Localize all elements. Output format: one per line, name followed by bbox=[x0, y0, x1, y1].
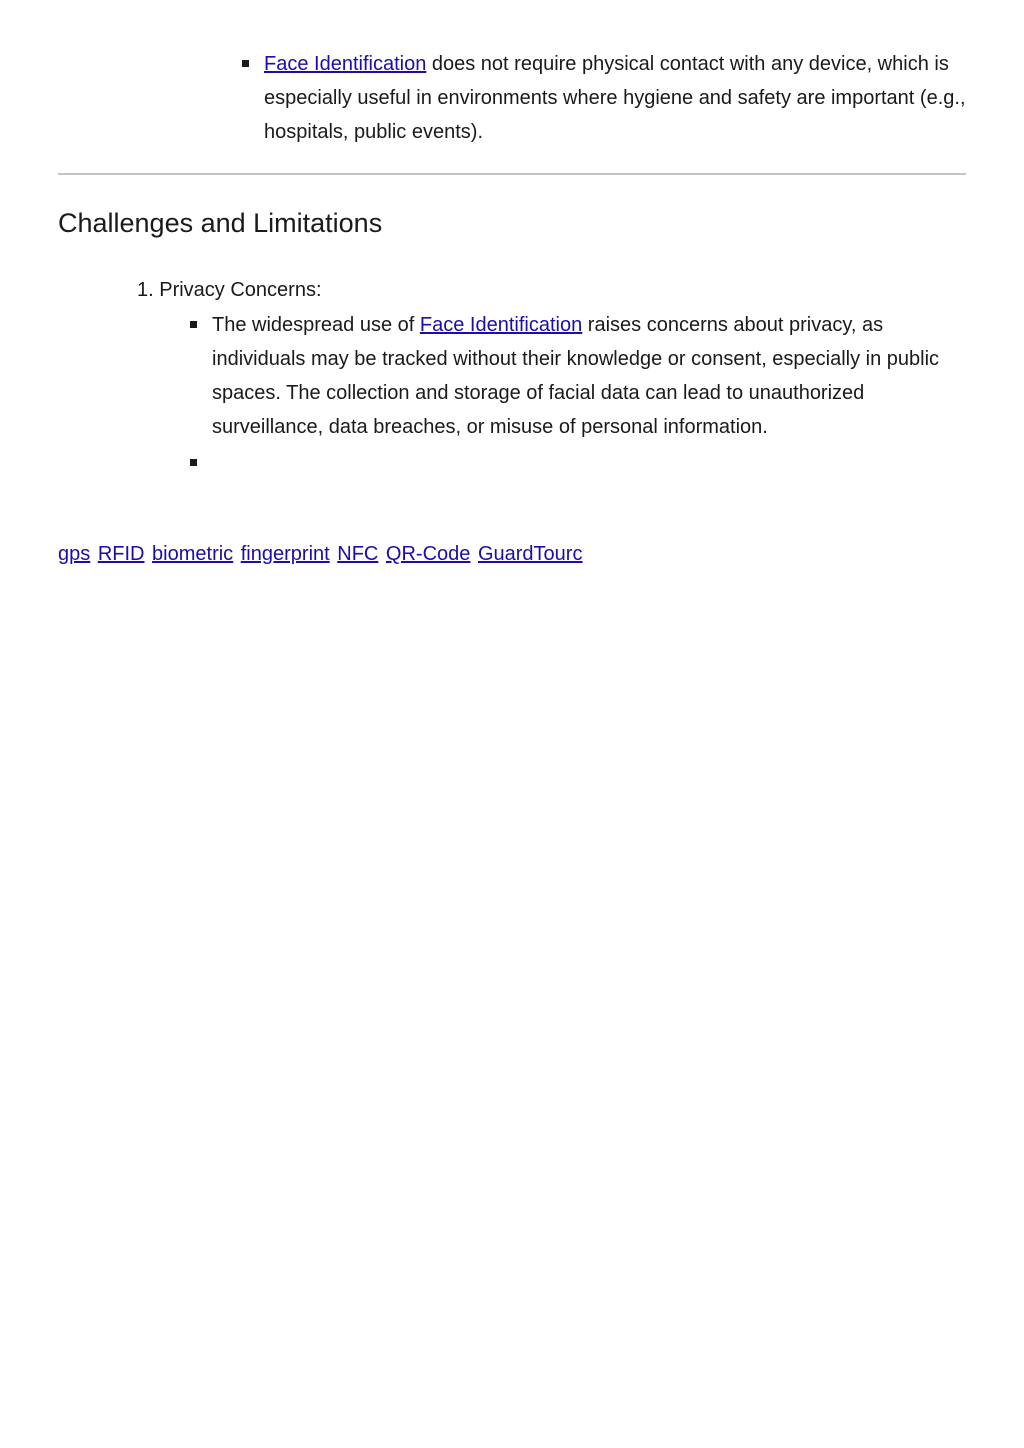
empty-list-item bbox=[212, 446, 972, 480]
section-heading: Challenges and Limitations bbox=[58, 208, 383, 238]
tag-link-guardtourc[interactable]: GuardTourc bbox=[477, 543, 583, 565]
square-bullet-icon bbox=[190, 321, 197, 328]
tag-links bbox=[58, 537, 958, 571]
tag-link-gps[interactable]: gps bbox=[58, 543, 91, 565]
tag-link-nfc[interactable]: NFC bbox=[337, 543, 379, 565]
tag-link-rfid[interactable]: RFID bbox=[97, 543, 145, 565]
list-item-body: raises concerns about privacy, as individuals may be tracked without their knowledge or consent, especially in public spaces. The collection and storage of facial data can lead to unauthorized surveillance, data breaches, or misuse of personal information. bbox=[212, 314, 940, 438]
list-item bbox=[264, 47, 974, 149]
square-bullet-icon bbox=[190, 459, 197, 466]
face-identification-link[interactable]: Face Identification bbox=[419, 314, 583, 336]
list-item-text bbox=[264, 47, 974, 149]
horizontal-divider bbox=[58, 173, 966, 175]
face-identification-link[interactable]: Face Identification bbox=[264, 53, 427, 75]
ordered-list-item: 1. Privacy Concerns: bbox=[137, 279, 322, 301]
list-item-body: does not require physical contact with any device, which is especially useful in environments where hygiene and safety are important (e.g., hospitals, public events). bbox=[264, 53, 966, 143]
square-bullet-icon bbox=[242, 60, 249, 67]
list-item-text bbox=[212, 308, 972, 444]
tag-link-fingerprint[interactable]: fingerprint bbox=[240, 543, 330, 565]
tag-link-biometric[interactable]: biometric bbox=[152, 543, 234, 565]
list-item bbox=[212, 308, 972, 444]
list-item-prefix: The widespread use of bbox=[212, 314, 420, 336]
tag-link-qr-code[interactable]: QR-Code bbox=[385, 543, 471, 565]
